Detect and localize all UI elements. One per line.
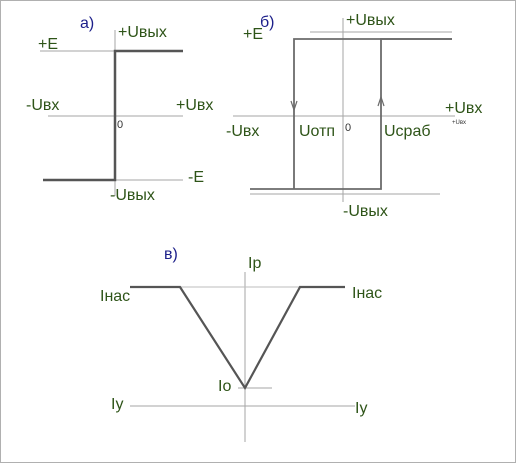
panel-c-ip-label: Iр — [248, 255, 262, 272]
panel-a-minus-e-label: -E — [188, 169, 204, 186]
panel-a-plus-e-label: +E — [38, 36, 59, 53]
panel-b-plus-uin-label: +Uвх — [445, 100, 483, 117]
panel-b-minus-uout-label: -Uвых — [343, 203, 388, 220]
panel-c-isat-right-label: Iнас — [352, 285, 383, 302]
panel-b-u-release-label: Uотп — [299, 123, 336, 140]
panel-a — [26, 15, 213, 204]
panel-c-isat-left-label: Iнас — [100, 288, 131, 305]
panel-a-origin-label: 0 — [117, 119, 124, 131]
panel-c-iy-right-label: Iy — [355, 400, 368, 417]
panel-b-plus-e-label: +E — [243, 26, 264, 43]
panel-c-v-curve — [130, 287, 345, 388]
panel-b-letter: б) — [260, 14, 275, 31]
panel-b — [226, 12, 482, 220]
panel-b-origin-label: 0 — [345, 122, 352, 134]
panel-b-falling-branch — [294, 39, 452, 189]
panel-c-io-label: Io — [218, 378, 232, 395]
panel-a-letter: а) — [80, 15, 95, 32]
panel-b-plus-uin-small-label: +Uвх — [452, 120, 467, 126]
panel-a-minus-uin-label: -Uвх — [26, 97, 60, 114]
panel-b-minus-uin-label: -Uвх — [226, 123, 260, 140]
frame-border — [1, 1, 516, 463]
panel-c — [100, 246, 382, 442]
panel-a-minus-uout-label: -Uвых — [110, 187, 155, 204]
panel-c-letter: в) — [164, 246, 178, 263]
panel-a-plus-uin-label: +Uвх — [176, 97, 214, 114]
panel-b-rising-branch — [250, 39, 452, 189]
panel-b-u-operate-label: Uсраб — [384, 123, 431, 140]
panel-a-plus-uout-label: +Uвых — [118, 24, 167, 41]
panel-b-plus-uout-label: +Uвых — [346, 12, 395, 29]
panel-c-iy-left-label: Iy — [111, 396, 124, 413]
